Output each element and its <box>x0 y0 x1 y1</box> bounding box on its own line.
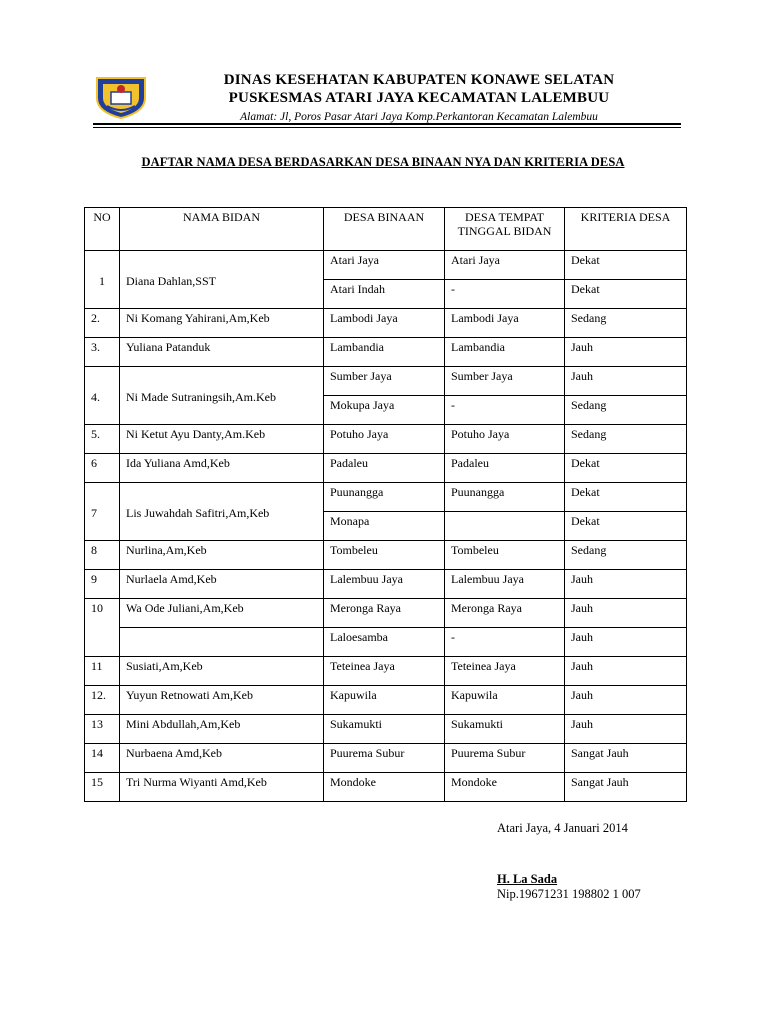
cell-nama: Ni Made Sutraningsih,Am.Keb <box>120 367 324 425</box>
cell-kriteria: Dekat <box>565 251 687 280</box>
cell-tinggal: Lambodi Jaya <box>445 309 565 338</box>
cell-binaan: Teteinea Jaya <box>324 657 445 686</box>
cell-no: 12. <box>85 686 120 715</box>
table-row <box>85 570 687 599</box>
cell-binaan: Tombeleu <box>324 541 445 570</box>
cell-binaan: Lambandia <box>324 338 445 367</box>
cell-tinggal: Puunangga <box>445 483 565 512</box>
cell-no: 15 <box>85 773 120 802</box>
cell-nama: Yuyun Retnowati Am,Keb <box>120 686 324 715</box>
table-header-row <box>85 208 687 251</box>
place-date: Atari Jaya, 4 Januari 2014 <box>497 821 628 835</box>
letterhead-rule-thin <box>93 127 681 128</box>
cell-no: 2. <box>85 309 120 338</box>
table-row <box>85 541 687 570</box>
cell-kriteria: Jauh <box>565 570 687 599</box>
cell-tinggal: Kapuwila <box>445 686 565 715</box>
cell-nama: Susiati,Am,Keb <box>120 657 324 686</box>
cell-kriteria: Dekat <box>565 512 687 541</box>
cell-kriteria: Sangat Jauh <box>565 773 687 802</box>
cell-nama: Ni Komang Yahirani,Am,Keb <box>120 309 324 338</box>
cell-no: 7 <box>85 483 120 541</box>
cell-kriteria: Dekat <box>565 454 687 483</box>
header-no: NO <box>85 208 120 251</box>
cell-binaan: Padaleu <box>324 454 445 483</box>
cell-tinggal: Meronga Raya <box>445 599 565 628</box>
cell-tinggal: - <box>445 628 565 657</box>
table-row <box>85 338 687 367</box>
letterhead-line2: PUSKESMAS ATARI JAYA KECAMATAN LALEMBUU <box>228 90 610 106</box>
logo-emblem <box>93 72 149 120</box>
cell-binaan: Puurema Subur <box>324 744 445 773</box>
cell-no: 4. <box>85 367 120 425</box>
cell-binaan: Atari Jaya <box>324 251 445 280</box>
cell-nama: Tri Nurma Wiyanti Amd,Keb <box>120 773 324 802</box>
table-row <box>85 425 687 454</box>
cell-binaan: Atari Indah <box>324 280 445 309</box>
document-title: DAFTAR NAMA DESA BERDASARKAN DESA BINAAN NYA DAN KRITERIA DESA <box>141 155 625 169</box>
table-row <box>85 686 687 715</box>
cell-binaan: Sukamukti <box>324 715 445 744</box>
cell-nama: Nurlina,Am,Keb <box>120 541 324 570</box>
cell-kriteria: Sedang <box>565 396 687 425</box>
cell-nama: Ida Yuliana Amd,Keb <box>120 454 324 483</box>
cell-binaan: Laloesamba <box>324 628 445 657</box>
cell-kriteria: Jauh <box>565 686 687 715</box>
cell-binaan: Monapa <box>324 512 445 541</box>
signer-nip: Nip.19671231 198802 1 007 <box>497 887 641 901</box>
cell-no: 6 <box>85 454 120 483</box>
letterhead-line1: DINAS KESEHATAN KABUPATEN KONAWE SELATAN <box>223 72 615 88</box>
cell-kriteria: Sedang <box>565 425 687 454</box>
cell-tinggal: Teteinea Jaya <box>445 657 565 686</box>
table-row <box>85 309 687 338</box>
cell-no: 3. <box>85 338 120 367</box>
cell-nama <box>120 628 324 657</box>
cell-kriteria: Jauh <box>565 367 687 396</box>
table-row <box>85 744 687 773</box>
cell-kriteria: Dekat <box>565 280 687 309</box>
cell-kriteria: Sedang <box>565 541 687 570</box>
cell-tinggal <box>445 512 565 541</box>
table-row <box>85 454 687 483</box>
cell-no: 8 <box>85 541 120 570</box>
signer-name: H. La Sada <box>497 872 558 886</box>
cell-no: 5. <box>85 425 120 454</box>
cell-tinggal: - <box>445 280 565 309</box>
cell-no: 14 <box>85 744 120 773</box>
cell-binaan: Puunangga <box>324 483 445 512</box>
cell-kriteria: Jauh <box>565 715 687 744</box>
table-row <box>85 628 687 657</box>
cell-tinggal: Padaleu <box>445 454 565 483</box>
cell-binaan: Sumber Jaya <box>324 367 445 396</box>
cell-binaan: Mokupa Jaya <box>324 396 445 425</box>
cell-binaan: Kapuwila <box>324 686 445 715</box>
cell-tinggal: Tombeleu <box>445 541 565 570</box>
cell-nama: Yuliana Patanduk <box>120 338 324 367</box>
cell-nama: Nurlaela Amd,Keb <box>120 570 324 599</box>
cell-nama: Mini Abdullah,Am,Keb <box>120 715 324 744</box>
header-desa-binaan: DESA BINAAN <box>324 208 445 251</box>
cell-nama: Wa Ode Juliani,Am,Keb <box>120 599 324 628</box>
cell-tinggal: Atari Jaya <box>445 251 565 280</box>
cell-kriteria: Jauh <box>565 628 687 657</box>
letterhead-rule-thick <box>93 123 681 125</box>
cell-nama: Ni Ketut Ayu Danty,Am.Keb <box>120 425 324 454</box>
cell-tinggal: Puurema Subur <box>445 744 565 773</box>
cell-no: 1 <box>85 251 120 309</box>
cell-binaan: Lambodi Jaya <box>324 309 445 338</box>
header-desa-tempat-tinggal: DESA TEMPAT TINGGAL BIDAN <box>445 208 565 251</box>
header-nama-bidan: NAMA BIDAN <box>120 208 324 251</box>
midwife-village-table <box>84 207 687 802</box>
table-row <box>85 483 687 512</box>
cell-nama: Nurbaena Amd,Keb <box>120 744 324 773</box>
cell-no: 13 <box>85 715 120 744</box>
cell-no: 10 <box>85 599 120 657</box>
letterhead <box>150 71 688 125</box>
cell-tinggal: Potuho Jaya <box>445 425 565 454</box>
cell-binaan: Lalembuu Jaya <box>324 570 445 599</box>
table-row <box>85 251 687 280</box>
cell-no: 9 <box>85 570 120 599</box>
cell-tinggal: Mondoke <box>445 773 565 802</box>
table-row <box>85 367 687 396</box>
letterhead-address: Alamat: Jl, Poros Pasar Atari Jaya Komp.Perkantoran Kecamatan Lalembuu <box>240 111 598 123</box>
cell-tinggal: Sukamukti <box>445 715 565 744</box>
table-row <box>85 599 687 628</box>
cell-kriteria: Jauh <box>565 338 687 367</box>
cell-tinggal: Lambandia <box>445 338 565 367</box>
header-kriteria-desa: KRITERIA DESA <box>565 208 687 251</box>
table-row <box>85 773 687 802</box>
cell-tinggal: Lalembuu Jaya <box>445 570 565 599</box>
table-row <box>85 715 687 744</box>
cell-binaan: Potuho Jaya <box>324 425 445 454</box>
cell-no: 11 <box>85 657 120 686</box>
cell-kriteria: Jauh <box>565 599 687 628</box>
cell-binaan: Meronga Raya <box>324 599 445 628</box>
cell-tinggal: Sumber Jaya <box>445 367 565 396</box>
cell-nama: Diana Dahlan,SST <box>120 251 324 309</box>
cell-kriteria: Sangat Jauh <box>565 744 687 773</box>
cell-binaan: Mondoke <box>324 773 445 802</box>
table-row <box>85 657 687 686</box>
cell-kriteria: Sedang <box>565 309 687 338</box>
cell-nama: Lis Juwahdah Safitri,Am,Keb <box>120 483 324 541</box>
cell-kriteria: Jauh <box>565 657 687 686</box>
cell-tinggal: - <box>445 396 565 425</box>
cell-kriteria: Dekat <box>565 483 687 512</box>
